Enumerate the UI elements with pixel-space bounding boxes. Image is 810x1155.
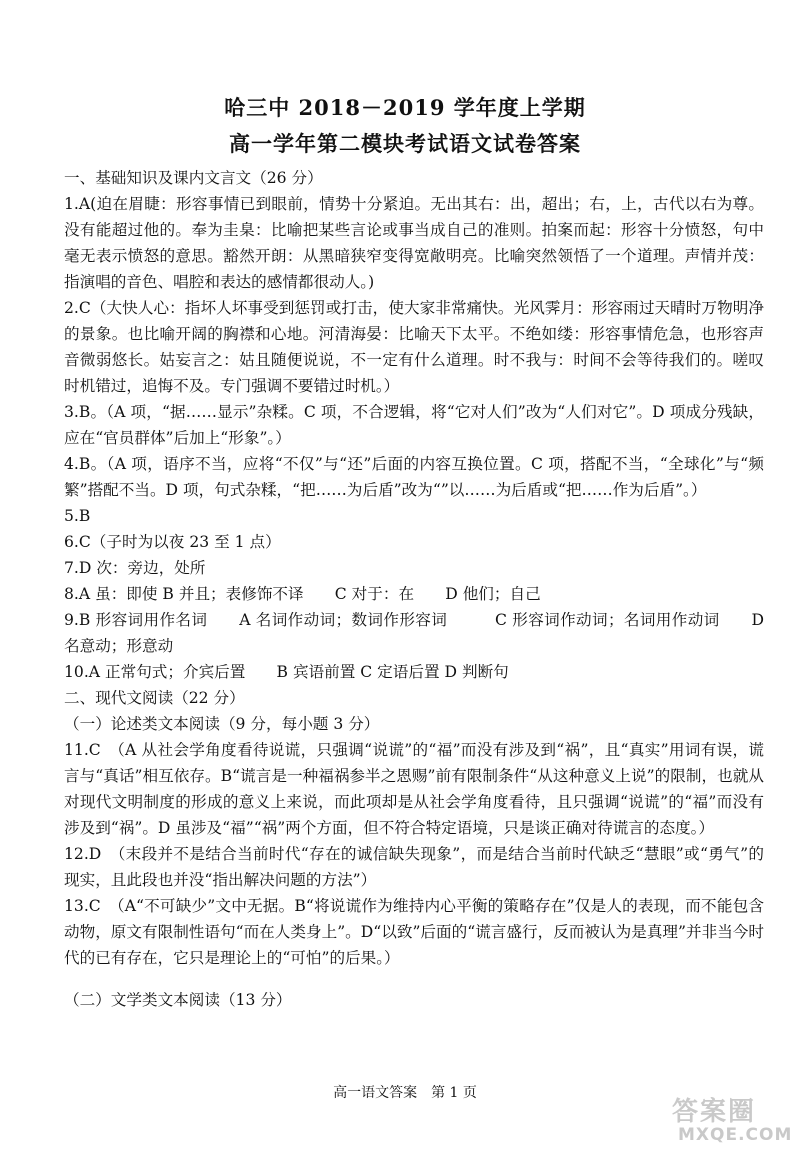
section-heading-basics: 一、基础知识及课内文言文（26 分） bbox=[64, 169, 323, 187]
answer-item-10: 10.A 正常句式；介宾后置 B 宾语前置 C 定语后置 D 判断句 bbox=[64, 663, 509, 681]
subsection-heading-literary: （二）文学类文本阅读（13 分） bbox=[64, 991, 292, 1009]
answer-item-8: 8.A 虽：即使 B 并且；表修饰不译 C 对于：在 D 他们；自己 bbox=[64, 585, 541, 603]
answer-item-5: 5.B bbox=[64, 507, 91, 525]
answer-item-7: 7.D 次：旁边，处所 bbox=[64, 559, 206, 577]
page-footer: 高一语文答案 第 1 页 bbox=[333, 1085, 477, 1101]
watermark-logo bbox=[672, 1098, 792, 1148]
answer-item-4: 4.B。（A 项，语序不当，应将“不仅”与“还”后面的内容互换位置。C 项，搭配不当，“全球化”与“频繁”搭配不当。D 项，句式杂糅，“把……为后盾”改为“”以……为后盾或“把……作为后盾”。） bbox=[64, 455, 764, 499]
answer-item-11: 11.C （A 从社会学角度看待说谎，只强调“说谎”的“福”而没有涉及到“祸”，且“真实”用词有误，谎言与“真话”相互依存。B“谎言是一种福祸参半之恩赐”前有限制条件“从这种意义上说”的限制，也就从对现代文明制度的形成的意义上来说，而此项却是从社会学角度看待，且只强调“说谎”的“福”而没有涉及到“祸”。D 虽涉及“福”“祸”两个方面，但不符合特定语境，只是谈正确对待谎言的态度。） bbox=[64, 741, 764, 837]
answer-item-3: 3.B。（A 项，“据……显示”杂糅。C 项，不合逻辑，将“它对人们”改为“人们对它”。D 项成分残缺，应在“官员群体”后加上“形象”。） bbox=[64, 403, 764, 447]
watermark-text-bottom: MXQE.COM bbox=[678, 1125, 793, 1145]
document-subtitle: 高一学年第二模块考试语文试卷答案 bbox=[229, 131, 581, 156]
answer-body bbox=[64, 165, 764, 1013]
watermark-text-top: 答案圈 bbox=[672, 1097, 757, 1127]
answer-item-2: 2.C（大快人心：指坏人坏事受到惩罚或打击，使大家非常痛快。光风霁月：形容雨过天晴时万物明净的景象。也比喻开阔的胸襟和心地。河清海晏：比喻天下太平。不绝如缕：形容事情危急，也形容声音微弱悠长。姑妄言之：姑且随便说说，不一定有什么道理。时不我与：时间不会等待我们的。嗟叹时机错过，追悔不及。专门强调不要错过时机。） bbox=[64, 299, 764, 395]
answer-item-9: 9.B 形容词用作名词 A 名词作动词；数词作形容词 C 形容词作动词；名词用作动词 D 名意动；形意动 bbox=[64, 611, 764, 655]
answer-item-6: 6.C（子时为以夜 23 至 1 点） bbox=[64, 533, 281, 551]
spacer bbox=[64, 971, 764, 987]
answer-item-1: 1.A(迫在眉睫：形容事情已到眼前，情势十分紧迫。无出其右：出，超出；右，上，古代以右为尊。没有能超过他的。奉为圭臬：比喻把某些言论或事当成自己的准则。拍案而起：形容十分愤怒，句中毫无表示愤怒的意思。豁然开朗：从黑暗狭窄变得宽敞明亮。比喻突然领悟了一个道理。声情并茂：指演唱的音色、唱腔和表达的感情都很动人。) bbox=[64, 195, 764, 291]
answer-item-12: 12.D （末段并不是结合当前时代“存在的诚信缺失现象”，而是结合当前时代缺乏“慧眼”或“勇气”的现实，且此段也并没“指出解决问题的方法”） bbox=[64, 845, 764, 889]
subsection-heading-argumentative: （一）论述类文本阅读（9 分，每小题 3 分） bbox=[64, 715, 380, 733]
answer-item-13: 13.C （A“不可缺少”文中无据。B“将说谎作为维持内心平衡的策略存在”仅是人的表现，而不能包含动物，原文有限制性语句“而在人类身上”。D“以致”后面的“谎言盛行，反而被认为是真理”并非当今时代的已有存在，它只是理论上的“可怕”的后果。） bbox=[64, 897, 764, 967]
section-heading-modern-reading: 二、现代文阅读（22 分） bbox=[64, 689, 245, 707]
document-title: 哈三中 2018－2019 学年度上学期 bbox=[224, 95, 586, 120]
